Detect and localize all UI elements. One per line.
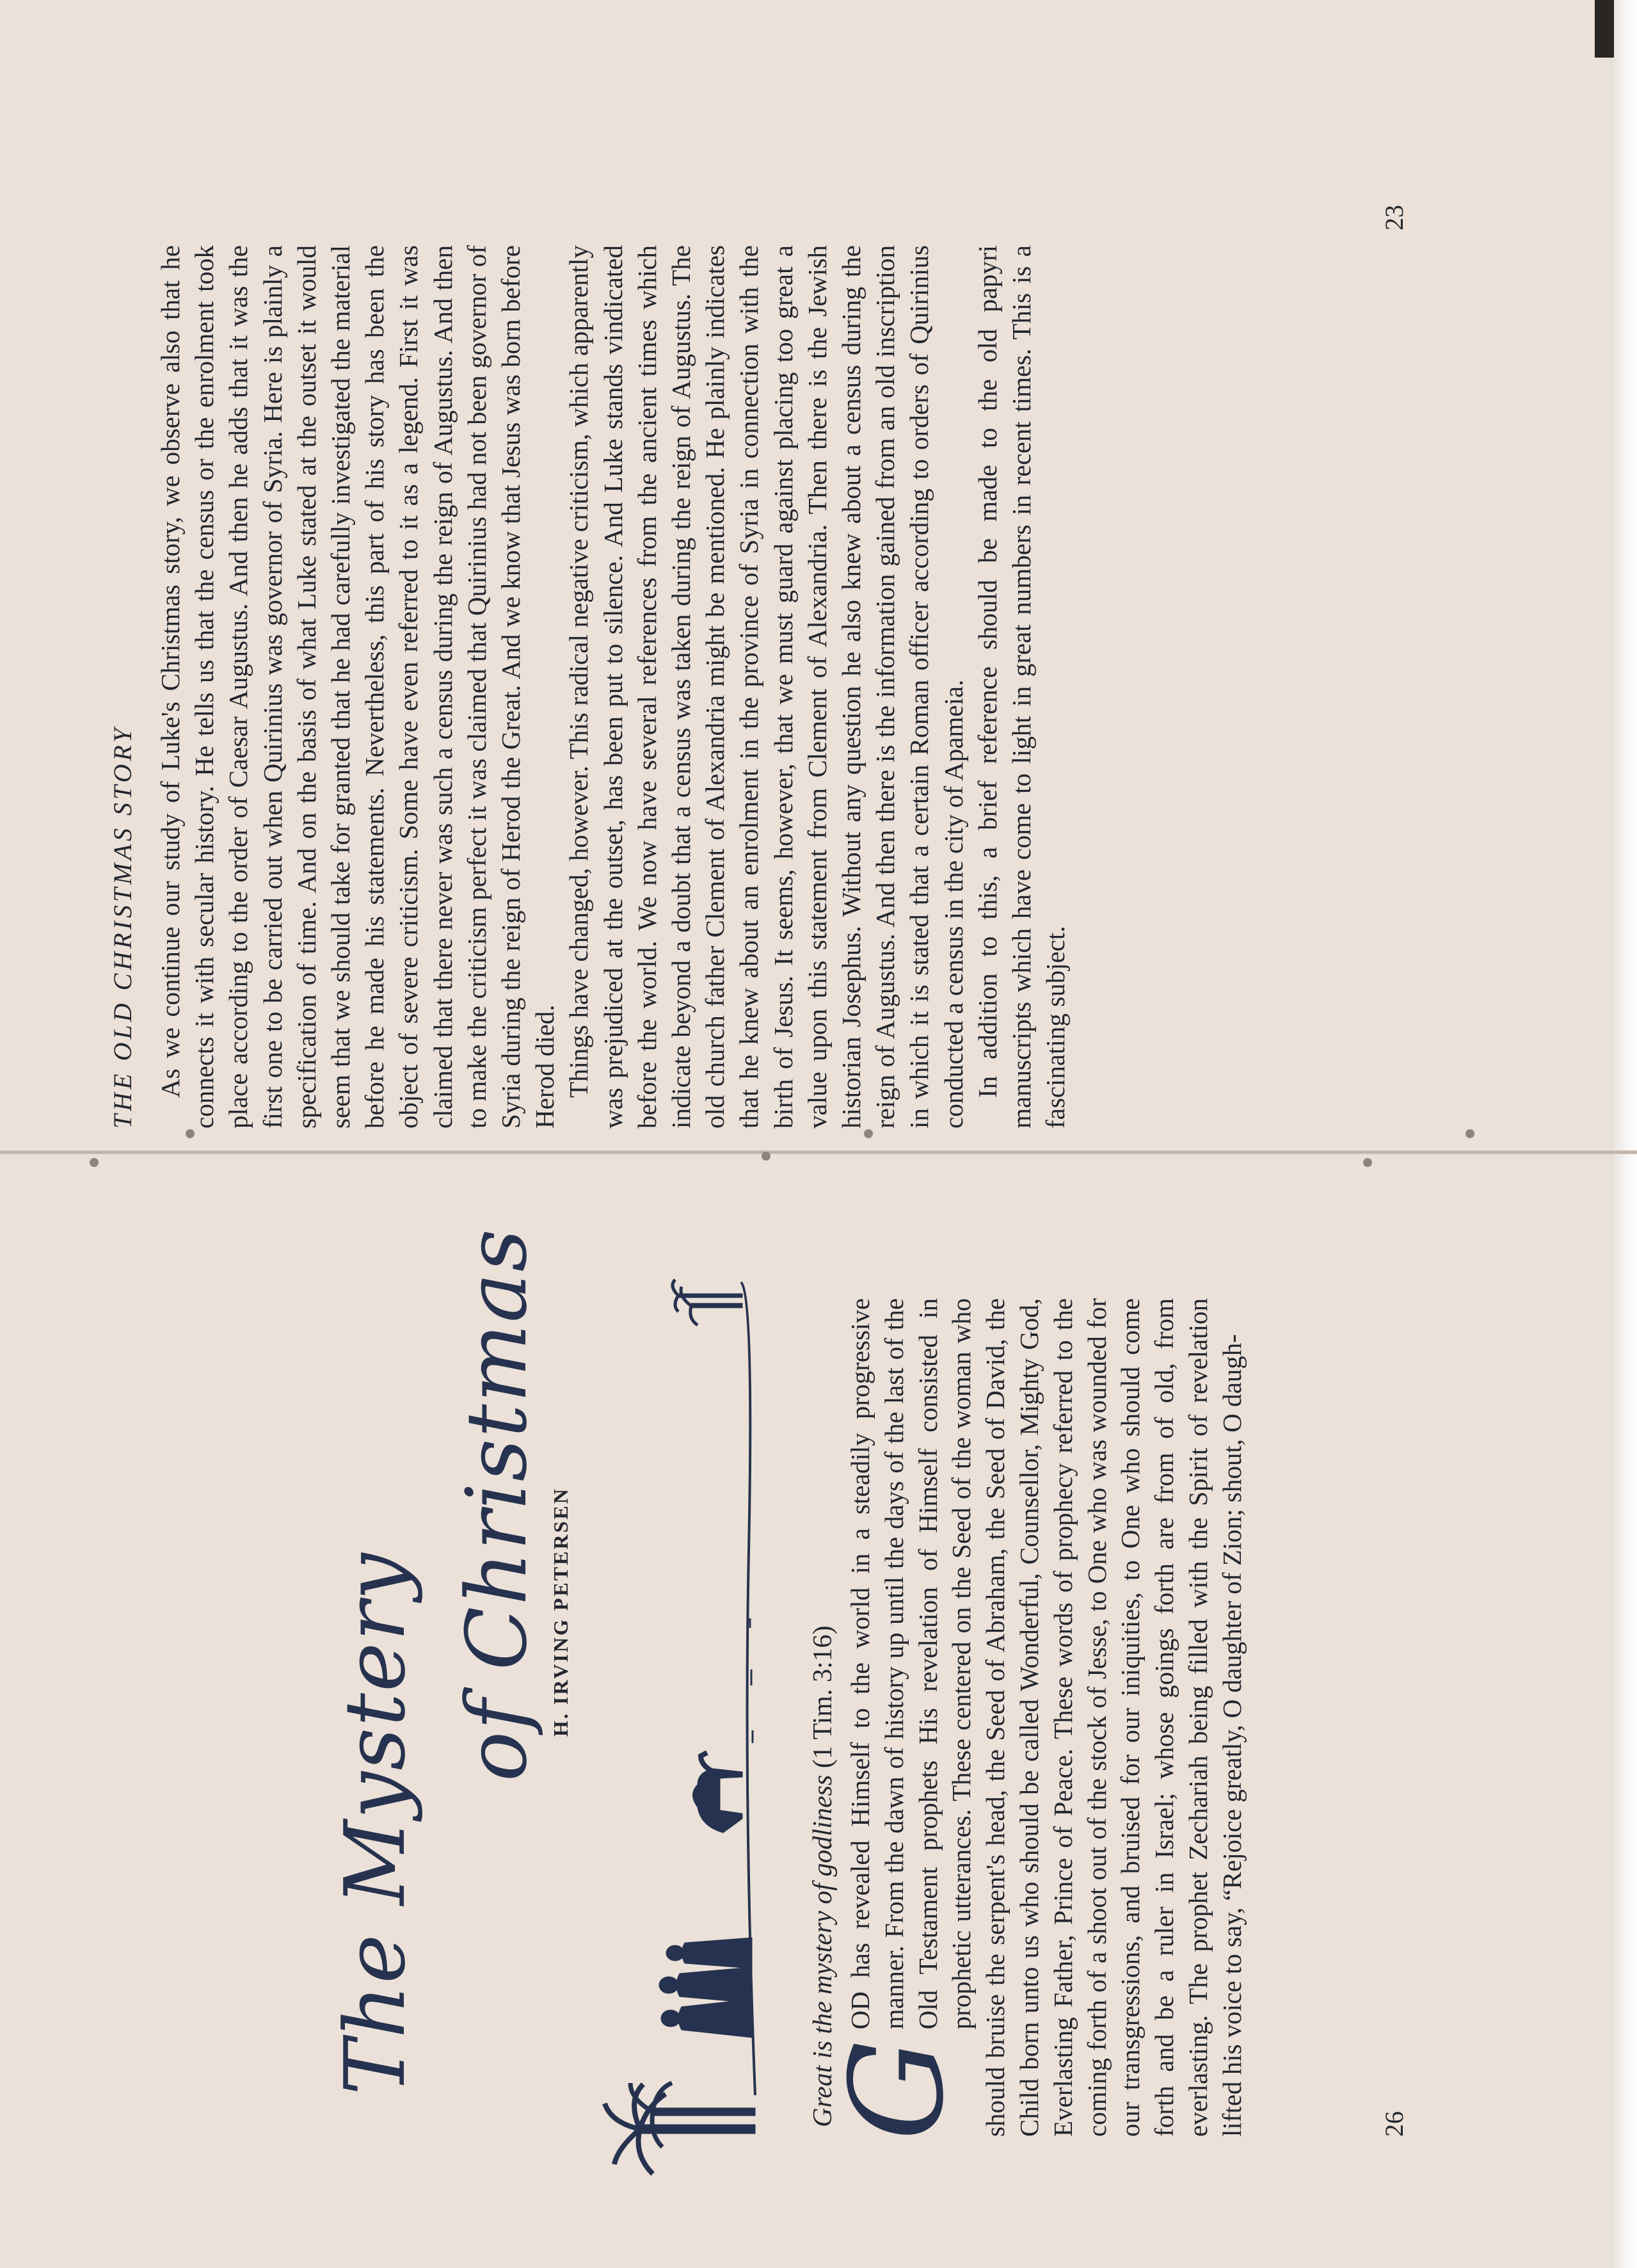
epigraph xyxy=(808,1295,838,2127)
staple-hole xyxy=(1465,1129,1474,1138)
article-title-line1: The Mystery xyxy=(326,1552,424,2095)
staple-hole xyxy=(186,1129,195,1138)
left-paragraph: OD has revealed Himself to the world in a steadily progressive manner. From the dawn of history up until the days of the last of the Old Testament prophets His revelation of Himself consisted in prophetic utterances. These centered on the Seed of the woman who should bruise the serpent's head, the Seed of Abraham, the Seed of David, the Child born unto us who should be called Wonderful, Counsellor, Mighty God, Everlasting Father, Prince of Peace. These words of prophecy referred to the coming forth of a shoot out of the stock of Jesse, to One who was wounded for our transgressions, and bruised for our iniquities, to One who should come forth and be a ruler in Israel; whose goings forth are from of old, from everlasting. The prophet Zechariah being filled with the Spirit of revelation lifted his voice to say, “Rejoice greatly, O daughter of Zion; shout, O daugh- xyxy=(845,1298,1247,2137)
author-byline: H. IRVING PETERSEN xyxy=(549,1487,572,1737)
paragraph: Things have changed, however. This radical negative criticism, which apparently was prejudiced at the outset, has been put to silence. And Luke stands vindicated before the world. We now have several references from the ancient times which indicate beyond a doubt that a census was taken during the reign of Augustus. The old church father Clement of Alexandria might be mentioned. He plainly indicates that he knew about an enrolment in the province of Syria in connection with the birth of Jesus. It seems, however, that we must guard against placing too great a value upon this statement from Clement of Alexandria. Then there is the Jewish historian Josephus. Without any question he also knew about a census during the reign of Augustus. And then there is the information gained from an old inscription in which it is stated that a certain Roman officer according to orders of Quirinius conducted a census in the city of Apameia. xyxy=(564,245,968,1129)
epigraph-quote: Great is the mystery of godliness xyxy=(808,1774,838,2127)
drop-cap: G xyxy=(823,2038,972,2141)
right-body-text xyxy=(154,245,1073,1129)
page-number-left: 26 xyxy=(1380,2111,1409,2137)
epigraph-reference: (1 Tim. 3:16) xyxy=(808,1625,838,1775)
page-number-right: 23 xyxy=(1380,205,1409,230)
paragraph: As we continue our study of Luke's Christmas story, we observe also that he connects it with secular history. He tells us that the census or the enrolment took place according to the order of Caesar Augustus. And then he adds that it was the first one to be carried out when Quirinius was governor of Syria. Here is plainly a specification of time. And on the basis of what Luke stated at the outset it would seem that we should take for granted that he had carefully investigated the material before he made his statements. Nevertheless, this part of his story has been the object of severe criticism. Some have even referred to it as a legend. First it was claimed that there never was such a census during the reign of Augustus. And then to make the criticism perfect it was claimed that Quirinius had not been governor of Syria during the reign of Herod the Great. And we know that Jesus was born before Herod died. xyxy=(156,245,560,1129)
paragraph: In addition to this, a brief reference should be made to the old papyri manuscripts which have come to light in great numbers in recent times. This is a fascinating subject. xyxy=(972,245,1071,1129)
running-head: THE OLD CHRISTMAS STORY xyxy=(108,725,137,1129)
left-page xyxy=(0,1154,1637,2268)
staple-hole xyxy=(864,1129,873,1138)
nativity-illustration xyxy=(595,1269,762,2191)
article-title-line2: of Christmas xyxy=(448,1227,545,1781)
